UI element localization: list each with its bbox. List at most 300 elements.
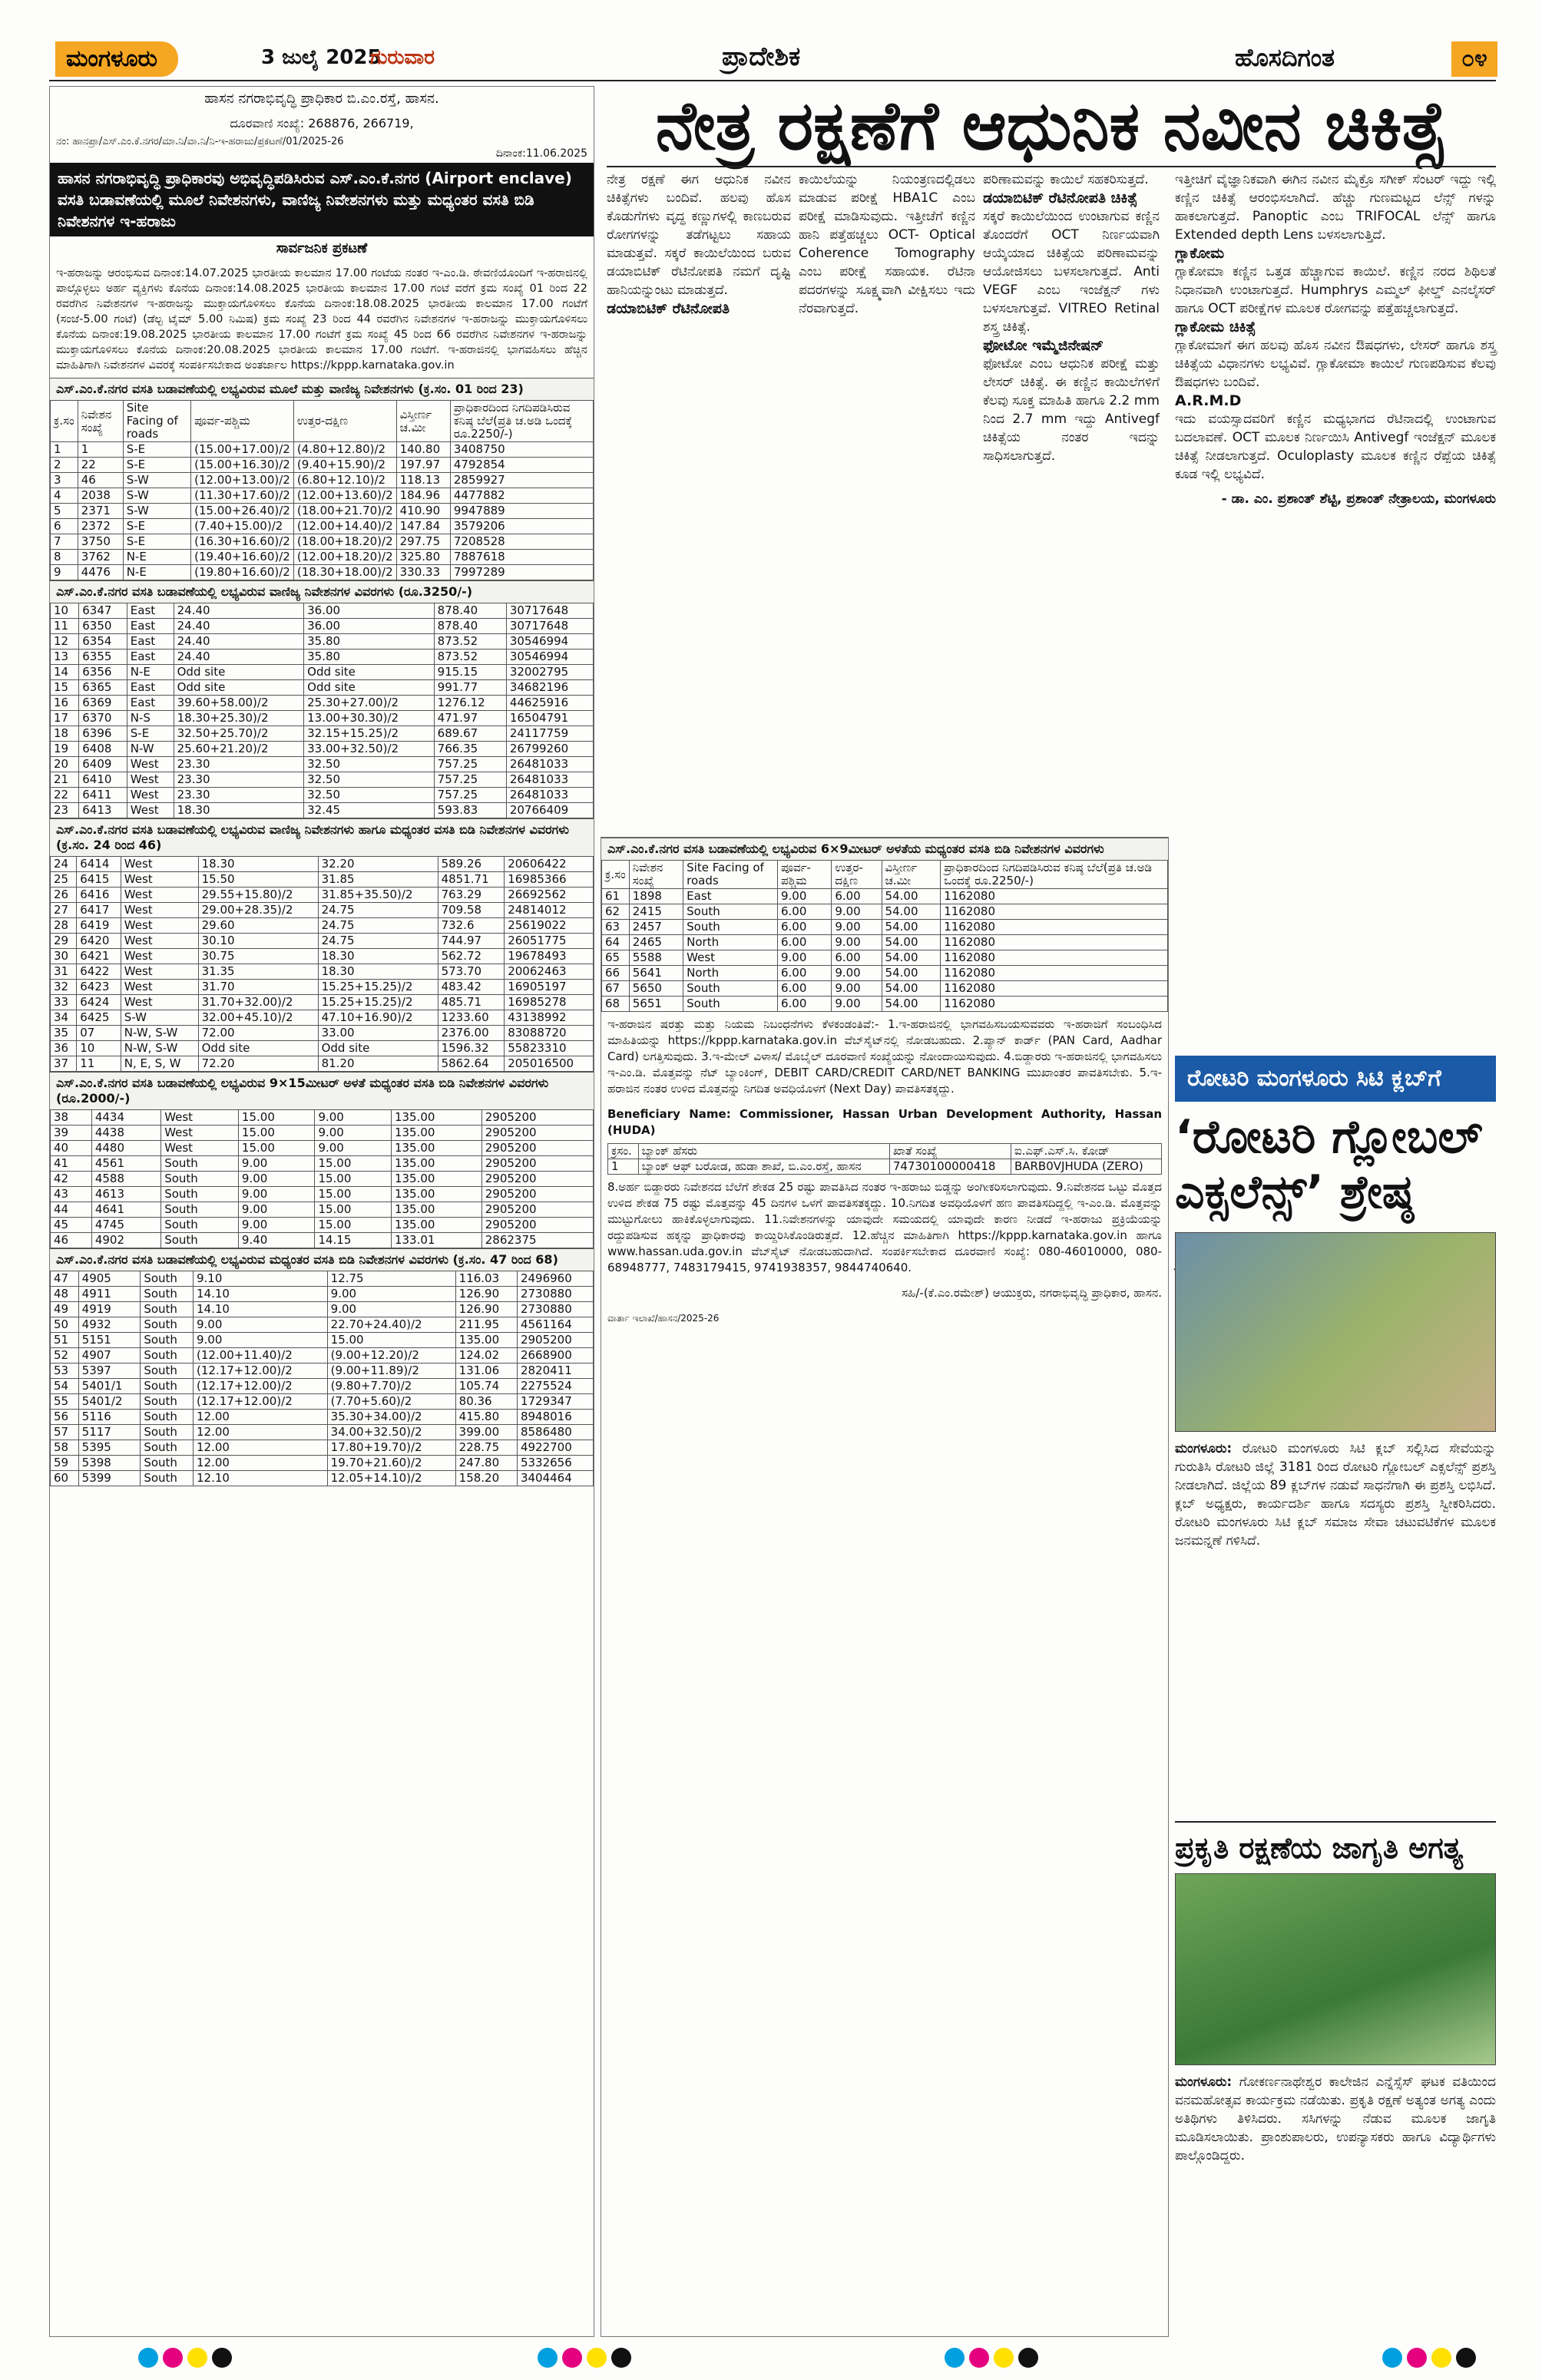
table-cell: 26799260 [506,742,593,757]
table-cell: 24.75 [318,918,438,934]
table-cell: 18.30 [198,857,318,872]
table-cell: 4792854 [450,458,593,473]
table-cell: 1162080 [941,935,1168,950]
table-cell: 16504791 [506,711,593,726]
table-cell: 878.40 [434,603,506,619]
table-cell: 32.50 [304,772,435,788]
table-cell: 15.50 [198,872,318,888]
table-cell: (15.00+26.40)/2 [191,504,294,519]
table-row [51,964,594,980]
table-cell: 12.75 [327,1271,455,1287]
table-row [51,1333,594,1348]
table-cell: 9 [51,565,78,580]
table-cell: 19678493 [505,949,594,964]
table-cell: 9.00 [315,1141,392,1156]
table-row [51,1202,594,1218]
table-cell: 4561164 [517,1317,593,1333]
table-cell: Odd site [198,1041,318,1056]
table-cell: 4480 [91,1141,160,1156]
table-cell: 2905200 [481,1156,593,1172]
table-cell: 399.00 [455,1425,517,1440]
table-cell: 4851.71 [438,872,505,888]
table-cell: 9.00 [315,1126,392,1141]
table-cell: Odd site [318,1041,438,1056]
table-cell: South [683,904,778,920]
table-cell: 9.00 [778,950,832,966]
table-cell: 5862.64 [438,1056,505,1072]
table-cell: 29.55+15.80)/2 [198,888,318,903]
table-cell: 2038 [78,488,123,504]
table-cell: 30.75 [198,949,318,964]
table2-title: ಎಸ್.ಎಂ.ಕೆ.ನಗರ ವಸತಿ ಬಡಾವಣೆಯಲ್ಲಿ ಲಭ್ಯವಿರುವ ವಾಣಿಜ್ಯ ನಿವೇಶನಗಳ ವಿವರಗಳು (ರೂ.3250/-) [50,580,594,603]
table-row [51,1026,594,1041]
table-cell: West [121,918,198,934]
notice-date: ದಿನಾಂಕ:11.06.2025 [495,147,587,160]
table-cell: South [161,1202,239,1218]
table-row [51,1440,594,1456]
table-row [602,889,1168,904]
table-cell: 44 [51,1202,92,1218]
table-cell: 1276.12 [434,696,506,711]
table-row [51,1126,594,1141]
table-cell: 6.00 [832,889,882,904]
table-cell: 32.50 [304,788,435,803]
table3-title: ಎಸ್.ಎಂ.ಕೆ.ನಗರ ವಸತಿ ಬಡಾವಣೆಯಲ್ಲಿ ಲಭ್ಯವಿರುವ ವಾಣಿಜ್ಯ ನಿವೇಶನಗಳು ಹಾಗೂ ಮಧ್ಯಂತರ ವಸತಿ ಬಿಡಿ ನಿವೇಶನಗಳ ವಿವರಗಳು (ಕ್ರ.ಸಂ. 24 ರಿಂದ 46) [50,818,594,856]
table-cell: 4932 [78,1317,141,1333]
table-row [51,1041,594,1056]
table-cell: 67 [602,981,630,997]
table-cell: 12.00 [194,1440,328,1456]
table-row [602,981,1168,997]
table-cell: 197.97 [396,458,450,473]
table-cell: 6420 [77,934,121,949]
table-cell: 7887618 [450,550,593,565]
table-cell: 31.70+32.00)/2 [198,995,318,1010]
table-cell: 2730880 [517,1287,593,1302]
table-cell: 2862375 [481,1233,593,1248]
table-cell: 4613 [91,1187,160,1202]
table-cell: 23.30 [174,788,304,803]
table-cell: 6.00 [778,920,832,935]
table-cell: 34 [51,1010,77,1026]
table-cell: 1162080 [941,904,1168,920]
table-cell: N-E [127,665,174,680]
magenta-dot-icon [1407,2348,1427,2368]
table-row [51,488,594,504]
table-cell: 6411 [79,788,127,803]
rotary-text: ರೋಟರಿ ಮಂಗಳೂರು ಸಿಟಿ ಕ್ಲಬ್ ಸಲ್ಲಿಸಿದ ಸೇವೆಯನ್ನು ಗುರುತಿಸಿ ರೋಟರಿ ಜಿಲ್ಲೆ 3181 ರಿಂದ ರೋಟರಿ ಗ್ಲೋಬಲ್ ಎಕ್ಸಲೆನ್ಸ್ ಪ್ರಶಸ್ತಿ ನೀಡಲಾಗಿದೆ. ಜಿಲ್ಲೆಯ 89 ಕ್ಲಬ್‌ಗಳ ನಡುವೆ ಸಾಧನೆಗಾಗಿ ಈ ಪ್ರಶಸ್ತಿ ಲಭಿಸಿದೆ. ಕ್ಲಬ್ ಅಧ್ಯಕ್ಷರು, ಕಾರ್ಯದರ್ಶಿ ಹಾಗೂ ಸದಸ್ಯರು ಪ್ರಶಸ್ತಿ ಸ್ವೀಕರಿಸಿದರು. ರೋಟರಿ ಮಂಗಳೂರು ಸಿಟಿ ಕ್ಲಬ್ ಸಮಾಜ ಸೇವಾ ಚಟುವಟಿಕೆಗಳ ಮೂಲಕ ಜನಮನ್ನಣೆ ಗಳಿಸಿದೆ. [1175,1441,1496,1549]
table-cell: 49 [51,1302,79,1317]
table-cell: 33.00+32.50)/2 [304,742,435,757]
table-row [51,680,594,696]
table-cell: (7.70+5.60)/2 [327,1394,455,1410]
table-cell: 6423 [77,980,121,995]
table-cell: 25.60+21.20)/2 [174,742,304,757]
table-cell: 48 [51,1287,79,1302]
table-cell: Odd site [174,680,304,696]
table-cell: 126.90 [455,1287,517,1302]
table-cell: 2905200 [481,1110,593,1126]
table-row [51,857,594,872]
table-cell: 9.00 [832,997,882,1012]
table-cell: West [121,857,198,872]
table-row [51,565,594,580]
table-cell: West [127,803,174,818]
table-cell: 72.20 [198,1056,318,1072]
story-col-3 [983,170,1160,823]
table-cell: 60 [51,1471,79,1486]
table-row [51,1456,594,1471]
table-cell: 31.85 [318,872,438,888]
table-header-cell: ಕ್ರ.ಸಂ [51,401,78,442]
table-cell: 5641 [629,966,683,981]
table-header-cell: ಉತ್ತರ-ದಕ್ಷಿಣ [293,401,396,442]
table-row [51,1302,594,1317]
table-cell: 4922700 [517,1440,593,1456]
table-cell: South [141,1348,194,1364]
table-cell: 1162080 [941,966,1168,981]
table-cell: 15.00 [238,1141,315,1156]
table-cell: 6354 [79,634,127,650]
table-cell: 2372 [78,519,123,534]
table-cell: 30.10 [198,934,318,949]
table-header-cell: ನಿವೇಶನ ಸಂಖ್ಯೆ [629,861,683,889]
table-row [51,995,594,1010]
table-cell: BARB0VJHUDA (ZERO) [1011,1159,1161,1175]
table-cell: 8 [51,550,78,565]
table-cell: 36 [51,1041,77,1056]
table-cell: 20 [51,757,79,772]
story-col-1 [607,170,791,823]
table-cell: 7997289 [450,565,593,580]
table-cell: 47.10+16.90)/2 [318,1010,438,1026]
story-text-4c: ಗ್ಲಾಕೋಮಾಗೆ ಈಗ ಹಲವು ಹೊಸ ನವೀನ ಔಷಧಗಳು, ಲೇಸರ್ ಹಾಗೂ ಶಸ್ತ್ರ ಚಿಕಿತ್ಸೆಯ ವಿಧಾನಗಳು ಲಭ್ಯವಿವೆ. ಗ್ಲಾಕೋಮಾ ಕಾಯಿಲೆ ಗುಣಪಡಿಸುವ ಕೆಲವು ಔಷಧಗಳು ಬಂದಿವೆ. [1175,338,1496,390]
black-dot-icon [212,2348,232,2368]
table-cell: 6408 [79,742,127,757]
table-cell: 6409 [79,757,127,772]
table-row [51,442,594,458]
table-cell: S-E [123,458,190,473]
table-cell: 6.00 [778,997,832,1012]
table-cell: 46 [51,1233,92,1248]
table-cell: 589.26 [438,857,505,872]
table-cell: 52 [51,1348,79,1364]
table-cell: S-E [123,519,190,534]
table-cell: 766.35 [434,742,506,757]
table-cell: 22.70+24.40)/2 [327,1317,455,1333]
table-cell: West [161,1110,239,1126]
table-cell: 105.74 [455,1379,517,1394]
table-cell: 16985278 [505,995,594,1010]
notice-phone: ದೂರವಾಣಿ ಸಂಖ್ಯೆ: 268876, 266719, [230,116,414,131]
table-cell: 35.30+34.00)/2 [327,1410,455,1425]
table-row [51,504,594,519]
table-cell: S-W [121,1010,198,1026]
table-cell: 116.03 [455,1271,517,1287]
table-cell: 689.67 [434,726,506,742]
table-row [51,1187,594,1202]
table-cell: 9.00 [832,966,882,981]
table-cell: 1162080 [941,950,1168,966]
table-cell: (7.40+15.00)/2 [191,519,294,534]
rotary-dateline: ಮಂಗಳೂರು: [1175,1441,1233,1456]
table-cell: South [141,1333,194,1348]
table-cell: 2 [51,458,78,473]
table-cell: 54.00 [882,920,941,935]
table-cell: 20766409 [506,803,593,818]
table-cell: 24 [51,857,77,872]
registration-marks-right [1382,2348,1481,2371]
table-cell: 5588 [629,950,683,966]
table-row [602,935,1168,950]
table-cell: 24117759 [506,726,593,742]
table-cell: 9947889 [450,504,593,519]
rotary-body [1175,1440,1496,1808]
table-cell: South [141,1394,194,1410]
table-cell: 2275524 [517,1379,593,1394]
plots-table-6 [601,860,1168,1012]
table-cell: 757.25 [434,772,506,788]
table-cell: South [141,1271,194,1287]
plots-table-5 [50,1271,594,1486]
table-row [51,918,594,934]
headline-rule [607,166,1496,167]
yellow-dot-icon [587,2348,607,2368]
table-cell: 709.58 [438,903,505,918]
table-cell: West [121,964,198,980]
table-cell: (15.00+17.00)/2 [191,442,294,458]
table-cell: S-W [123,488,190,504]
table-cell: 27 [51,903,77,918]
table-cell: 23.30 [174,757,304,772]
table-cell: 53 [51,1364,79,1379]
table-cell: 14.15 [315,1233,392,1248]
table-cell: 34.00+32.50)/2 [327,1425,455,1440]
table-cell: West [121,980,198,995]
table-cell: 3579206 [450,519,593,534]
table-row [51,888,594,903]
table-cell: (12.17+12.00)/2 [194,1364,328,1379]
table-cell: 15.00 [315,1156,392,1172]
table-cell: 7208528 [450,534,593,550]
table-cell: (18.00+21.70)/2 [293,504,396,519]
table-cell: 135.00 [391,1218,481,1233]
table-row [602,966,1168,981]
table-cell: 81.20 [318,1056,438,1072]
notice-org: ಹಾಸನ ನಗರಾಭಿವೃದ್ಧಿ ಪ್ರಾಧಿಕಾರ ಬಿ.ಎಂ.ರಸ್ತೆ, ಹಾಸನ. [204,91,439,107]
table-cell: 56 [51,1410,79,1425]
table-row [602,904,1168,920]
table-cell: 26051775 [505,934,594,949]
table-cell: 9.10 [194,1271,328,1287]
table-cell: 15.00 [238,1110,315,1126]
table-cell: 6370 [79,711,127,726]
table-cell: 6.00 [778,904,832,920]
story-subhead-4: ಗ್ಲಾಕೋಮ [1175,245,1225,262]
table-cell: 1162080 [941,889,1168,904]
table-cell: 47 [51,1271,79,1287]
table-cell: 158.20 [455,1471,517,1486]
table-cell: 15 [51,680,79,696]
table-cell: 14.10 [194,1302,328,1317]
table-cell: 205016500 [505,1056,594,1072]
table-cell: (9.00+12.20)/2 [327,1348,455,1364]
table-cell: 2905200 [517,1333,593,1348]
table-cell: 30717648 [506,619,593,634]
table-cell: East [127,634,174,650]
table-cell: 28 [51,918,77,934]
registration-marks-center-right [945,2348,1043,2371]
table-row [51,634,594,650]
table-cell: 6416 [77,888,121,903]
table-cell: 32.50+25.70)/2 [174,726,304,742]
table-row [51,1010,594,1026]
table-cell: (12.00+14.40)/2 [293,519,396,534]
table-cell: 40 [51,1141,92,1156]
beneficiary-name: Beneficiary Name: Commissioner, Hassan Urban Development Authority, Hassan (HUDA) [607,1107,1162,1137]
table-cell: 483.42 [438,980,505,995]
table-cell: 21 [51,772,79,788]
table-cell: 65 [602,950,630,966]
table-row [51,1233,594,1248]
section-title: ಪ್ರಾದೇಶಿಕ [722,41,801,72]
table-cell: 6365 [79,680,127,696]
table-cell: 30546994 [506,650,593,665]
table-cell: 4911 [78,1287,141,1302]
table-cell: 485.71 [438,995,505,1010]
table-cell: 2730880 [517,1302,593,1317]
table-cell: 54.00 [882,997,941,1012]
table-cell: 228.75 [455,1440,517,1456]
table-cell: 57 [51,1425,79,1440]
table-cell: West [161,1141,239,1156]
table-cell: (12.17+12.00)/2 [194,1379,328,1394]
yellow-dot-icon [187,2348,207,2368]
table-cell: 4434 [91,1110,160,1126]
table-header-cell: ಪ್ರಾಧಿಕಾರದಿಂದ ನಿಗದಿಪಡಿಸಿರುವ ಕನಿಷ್ಠ ಬೆಲೆ(ಪ್ರತಿ ಚ.ಅಡಿ ಒಂದಕ್ಕೆ ರೂ.2250/-) [450,401,593,442]
table-cell: 36.00 [304,603,435,619]
table-cell: 297.75 [396,534,450,550]
story-subhead-2: ಡಯಾಬಿಟಿಕ್ ರೆಟಿನೋಪತಿ ಚಿಕಿತ್ಸೆ [983,190,1137,207]
table-cell: 2415 [629,904,683,920]
table-cell: 33 [51,995,77,1010]
table-cell: 42 [51,1172,92,1187]
table-cell: 26481033 [506,772,593,788]
table-cell: (6.80+12.10)/2 [293,473,396,488]
nature-text: ಗೋಕರ್ಣನಾಥೇಶ್ವರ ಕಾಲೇಜಿನ ಎನ್ನೆಸ್ಸೆಸ್ ಘಟಕ ವತಿಯಿಂದ ವನಮಹೋತ್ಸವ ಕಾರ್ಯಕ್ರಮ ನಡೆಯಿತು. ಪ್ರಕೃತಿ ರಕ್ಷಣೆ ಅತ್ಯಂತ ಅಗತ್ಯ ಎಂದು ಅತಿಥಿಗಳು ತಿಳಿಸಿದರು. ಸಸಿಗಳನ್ನು ನೆಡುವ ಮೂಲಕ ಜಾಗೃತಿ ಮೂಡಿಸಲಾಯಿತು. ಪ್ರಾಂಶುಪಾಲರು, ಉಪನ್ಯಾಸಕರು ಹಾಗೂ ವಿದ್ಯಾರ್ಥಿಗಳು ಪಾಲ್ಗೊಂಡಿದ್ದರು. [1175,2074,1496,2163]
table-row [51,1172,594,1187]
table-cell: 12.05+14.10)/2 [327,1471,455,1486]
issue-day: ಗುರುವಾರ [370,46,435,69]
table-cell: 14 [51,665,79,680]
table-cell: 33.00 [318,1026,438,1041]
table-cell: 43 [51,1187,92,1202]
table-cell: 15.00 [238,1126,315,1141]
table-row [51,872,594,888]
table-cell: (19.40+16.60)/2 [191,550,294,565]
table-row [51,1394,594,1410]
table-cell: 5151 [78,1333,141,1348]
table-cell: 1729347 [517,1394,593,1410]
table-cell: East [127,650,174,665]
table-cell: 6 [51,519,78,534]
story-subhead-6: A.R.M.D [1175,392,1242,409]
story-text-3c: ಫೋಟೋ ಎಂಬ ಆಧುನಿಕ ಪರೀಕ್ಷೆ ಮತ್ತು ಲೇಸರ್ ಚಿಕಿತ್ಸೆ. ಈ ಕಣ್ಣಿನ ಕಾಯಿಲೆಗಳಿಗೆ ಕೆಲವು ಸೂಕ್ತ ಮಾಹಿತಿ ಹಾಗೂ 2.2 mm ನಿಂದ 2.7 mm ಇದ್ದು Antivegf ಚಿಕಿತ್ಸೆಯ ನಂತರ ಇದನ್ನು ಸಾಧಿಸಲಾಗುತ್ತದೆ. [983,356,1160,464]
table-cell: N-W, S-W [121,1041,198,1056]
table-header-cell: ವಿಸ್ತೀರ್ಣ ಚ.ಮೀ [882,861,941,889]
table-row [51,550,594,565]
table-cell: 15.00 [315,1172,392,1187]
table-cell: 9.00 [778,889,832,904]
table5-title: ಎಸ್.ಎಂ.ಕೆ.ನಗರ ವಸತಿ ಬಡಾವಣೆಯಲ್ಲಿ ಲಭ್ಯವಿರುವ ಮಧ್ಯಂತರ ವಸತಿ ಬಿಡಿ ನಿವೇಶನಗಳ ವಿವರಗಳು (ಕ್ರ.ಸಂ. 47 ರಿಂದ 68) [50,1248,594,1271]
rotary-kicker: ರೋಟರಿ ಮಂಗಳೂರು ಸಿಟಿ ಕ್ಲಬ್‌ಗೆ [1175,1056,1496,1102]
table-cell: 2376.00 [438,1026,505,1041]
table-row [51,603,594,619]
table-row [51,742,594,757]
table-cell: 3408750 [450,442,593,458]
table-cell: 2668900 [517,1348,593,1364]
table-cell: 25619022 [505,918,594,934]
table-header-cell: Site Facing of roads [683,861,778,889]
cyan-dot-icon [538,2348,558,2368]
issue-date: 3 ಜುಲೈ 2025 [261,46,382,69]
table-cell: 5401/1 [78,1379,141,1394]
table-row [51,534,594,550]
table-cell: 1 [78,442,123,458]
table-cell: 573.70 [438,964,505,980]
table-cell: 763.29 [438,888,505,903]
table-cell: 30717648 [506,603,593,619]
table-row [51,650,594,665]
table-cell: South [141,1317,194,1333]
table-cell: South [141,1471,194,1486]
story-text-2: ಕಾಯಿಲೆಯನ್ನು ನಿಯಂತ್ರಣದಲ್ಲಿಡಲು ಮಾಡುವ ಪರೀಕ್ಷೆ HBA1C ಎಂಬ ಪರೀಕ್ಷೆ ಮಾಡಿಸುವುದು. ಇತ್ತೀಚೆಗೆ ಕಣ್ಣಿನ ಹಾನಿ ಪತ್ತೆಹಚ್ಚಲು OCT- Optical Coherence Tomography ಎಂಬ ಪರೀಕ್ಷೆ ಸಹಾಯಕ. ರೆಟಿನಾ ಪದರಗಳನ್ನು ಸೂಕ್ಷ್ಮವಾಗಿ ವೀಕ್ಷಿಸಲು ಇದು ನೆರವಾಗುತ್ತದೆ. [799,172,975,316]
table-row [51,803,594,818]
table-cell: 8948016 [517,1410,593,1425]
table-cell: (12.00+18.20)/2 [293,550,396,565]
table-cell: 24.40 [174,650,304,665]
registration-marks-center [538,2348,636,2371]
table-row [51,519,594,534]
table-cell: 6.00 [778,981,832,997]
table-cell: 6425 [77,1010,121,1026]
table-cell: (18.30+18.00)/2 [293,565,396,580]
table-header-cell: ಕ್ರ.ಸಂ [602,861,630,889]
table-cell: 34682196 [506,680,593,696]
table-cell: 2905200 [481,1202,593,1218]
notice-signature: ಸಹಿ/-(ಕೆ.ಎಂ.ರಮೇಶ್) ಆಯುಕ್ತರು, ನಗರಾಭಿವೃದ್ಧಿ ಪ್ರಾಧಿಕಾರ, ಹಾಸನ. [902,1286,1162,1300]
table-cell: 2905200 [481,1141,593,1156]
table-cell: 9.00 [194,1317,328,1333]
table-cell: 4905 [78,1271,141,1287]
table-cell: West [121,888,198,903]
table-cell: (4.80+12.80)/2 [293,442,396,458]
table-cell: 54.00 [882,966,941,981]
table-cell: 1898 [629,889,683,904]
table-cell: 16 [51,696,79,711]
table-cell: 20606422 [505,857,594,872]
table-cell: 5397 [78,1364,141,1379]
table-cell: 6355 [79,650,127,665]
table-cell: 32.00+45.10)/2 [198,1010,318,1026]
table-cell: 12.00 [194,1425,328,1440]
table-cell: 24.40 [174,619,304,634]
table-cell: 32.45 [304,803,435,818]
table-cell: 26692562 [505,888,594,903]
table-cell: West [121,949,198,964]
table-cell: 1596.32 [438,1041,505,1056]
table-cell: 732.6 [438,918,505,934]
